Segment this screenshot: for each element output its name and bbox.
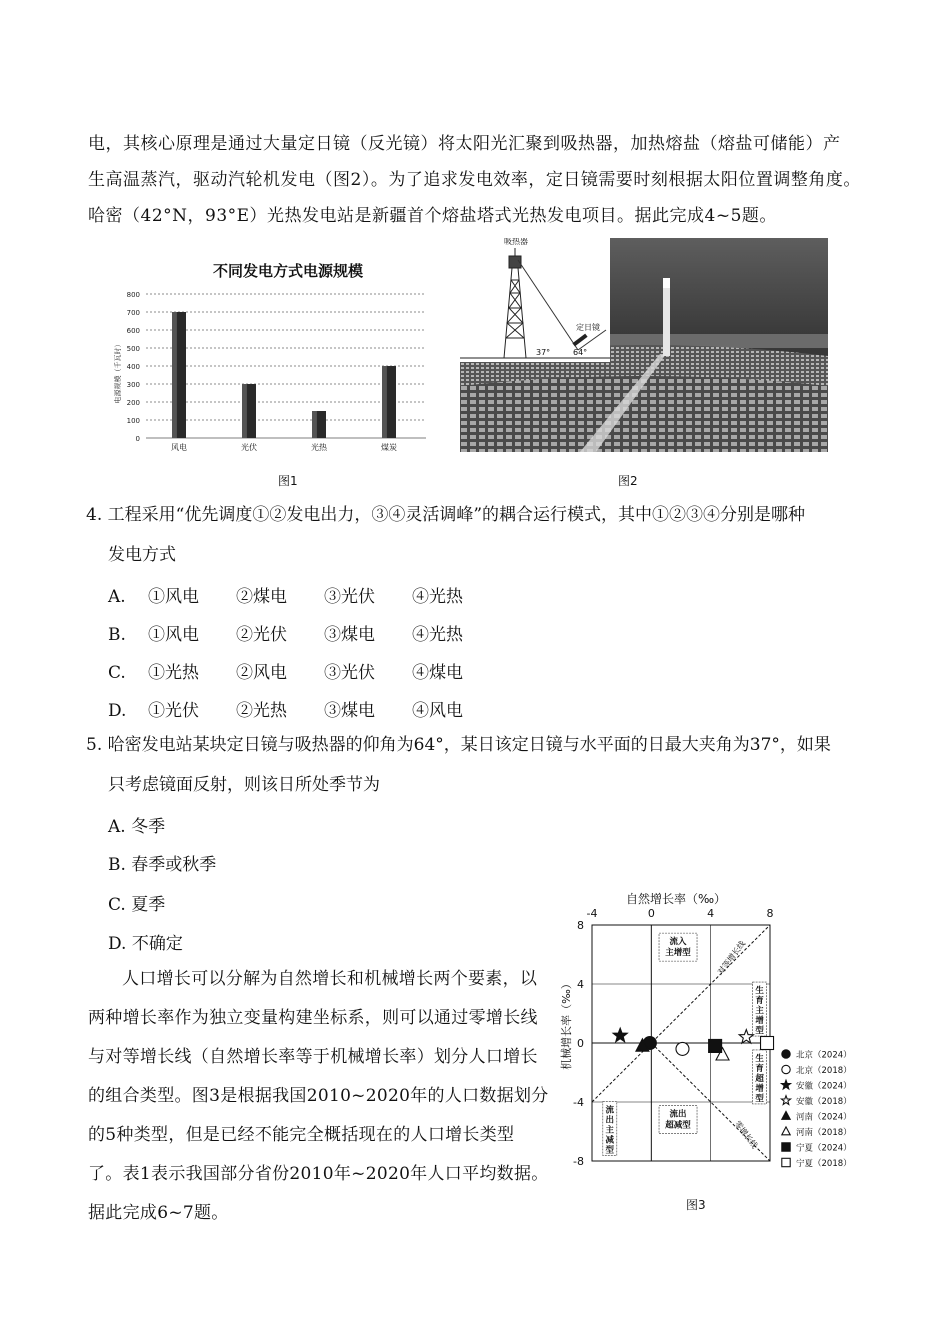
y-tick-label: 0	[577, 1037, 584, 1050]
x-tick-label: 0	[647, 907, 655, 920]
question-4-option-d[interactable]: D. ①光伏 ②光热 ③煤电 ④风电	[108, 701, 463, 721]
svg-text:增: 增	[755, 1016, 764, 1027]
y-tick-label: 700	[126, 309, 140, 317]
svg-text:主: 主	[755, 1006, 764, 1017]
label-heliostat: 定日镜	[576, 323, 600, 332]
data-point-7	[709, 1039, 722, 1052]
legend-label-1: 北京（2024）	[796, 1050, 852, 1061]
figure-3-caption: 图3	[686, 1198, 706, 1212]
data-point-3	[613, 1028, 627, 1042]
legend-marker-2	[782, 1065, 790, 1073]
y-tick-label: 100	[126, 417, 140, 425]
legend-marker-5	[782, 1111, 790, 1119]
y-axis-label: 电源规模（千瓦时）	[114, 340, 122, 404]
question-4-stem-line-2: 发电方式	[108, 545, 176, 565]
legend-label-8: 宁夏（2018）	[796, 1159, 852, 1169]
y-tick-label: 4	[577, 978, 584, 991]
equal-growth-line-label: 对等增长线	[715, 939, 748, 977]
svg-text:出: 出	[605, 1115, 615, 1126]
svg-text:生: 生	[755, 986, 764, 997]
bar-highlight	[312, 411, 317, 438]
passage-line-3: 与对等增长线（自然增长率等于机械增长率）划分人口增长	[88, 1047, 538, 1067]
question-5-stem-line-1: 5. 哈密发电站某块定日镜与吸热器的仰角为64°，某日该定日镜与水平面的日最大夹角为37°，如果	[86, 735, 831, 755]
category-label: 煤炭	[381, 443, 397, 452]
figure-3-population-growth-chart	[556, 884, 886, 1184]
legend-label-4: 安徽（2018）	[796, 1097, 852, 1107]
question-4-option-c[interactable]: C. ①光热 ②风电 ③光伏 ④煤电	[108, 663, 463, 683]
intro-line-2: 生高温蒸汽，驱动汽轮机发电（图2）。为了追求发电效率，定日镜需要时刻根据太阳位置调整角度。	[88, 170, 861, 190]
svg-text:超减型: 超减型	[665, 1120, 691, 1131]
data-point-8	[761, 1037, 774, 1050]
y-tick-label: -8	[573, 1155, 584, 1168]
intro-line-3: 哈密（42°N，93°E）光热发电站是新疆首个熔盐塔式光热发电项目。据此完成4~5题。	[88, 206, 777, 226]
passage-line-6: 了。表1表示我国部分省份2010年~2020年人口平均数据。	[88, 1164, 549, 1184]
chart-title: 不同发电方式电源规模	[212, 262, 364, 280]
question-5-option-a[interactable]: A. 冬季	[108, 817, 166, 837]
legend-marker-3	[781, 1080, 790, 1089]
svg-text:增: 增	[755, 1083, 764, 1094]
passage-line-2: 两种增长率作为独立变量构建坐标系，则可以通过零增长线	[88, 1008, 538, 1028]
intro-line-1: 电，其核心原理是通过大量定日镜（反光镜）将太阳光汇聚到吸热器，加热熔盐（熔盐可储能）产	[88, 134, 841, 154]
legend-marker-1	[782, 1050, 790, 1058]
bar-highlight	[382, 366, 387, 438]
angle-64-label: 64°	[573, 348, 588, 357]
region-label-5	[603, 1102, 617, 1156]
question-5-option-d[interactable]: D. 不确定	[108, 934, 183, 954]
region-label-3	[753, 1050, 767, 1104]
svg-text:型: 型	[605, 1145, 615, 1156]
y-axis-label: 机械增长率（‰）	[560, 978, 573, 1070]
intro-paragraph	[88, 126, 868, 234]
region-label-2	[753, 982, 767, 1036]
legend-label-5: 河南（2024）	[796, 1112, 852, 1123]
passage-line-1: 人口增长可以分解为自然增长和机械增长两个要素，以	[122, 969, 538, 989]
receiver-tower	[663, 278, 670, 356]
y-tick-label: -4	[573, 1096, 584, 1109]
question-5-option-c[interactable]: C. 夏季	[108, 895, 166, 915]
svg-text:主增型: 主增型	[665, 948, 691, 959]
svg-text:流出: 流出	[669, 1109, 687, 1120]
data-point-2	[676, 1042, 689, 1055]
x-tick-label: 4	[707, 907, 715, 920]
svg-text:型: 型	[755, 1093, 764, 1104]
svg-text:生: 生	[755, 1053, 764, 1064]
svg-text:育: 育	[755, 1063, 764, 1074]
y-tick-label: 800	[126, 291, 140, 299]
legend-label-3: 安徽（2024）	[796, 1081, 852, 1092]
legend-marker-4	[781, 1096, 790, 1105]
figure-2-caption: 图2	[618, 474, 638, 488]
svg-text:主: 主	[605, 1125, 615, 1136]
bar-highlight	[172, 312, 177, 438]
figure-2-solar-tower-photo	[460, 238, 828, 452]
figure-1-caption: 图1	[278, 474, 298, 488]
region-label-4	[659, 1106, 697, 1134]
svg-text:流: 流	[605, 1105, 615, 1116]
region-label-1	[659, 933, 697, 961]
passage-line-7: 据此完成6~7题。	[88, 1203, 229, 1223]
category-label: 风电	[171, 443, 187, 452]
svg-text:流入: 流入	[669, 937, 687, 948]
legend-marker-7	[782, 1143, 790, 1151]
data-point-4	[739, 1030, 753, 1044]
x-axis-label: 自然增长率（‰）	[625, 892, 727, 906]
y-tick-label: 500	[126, 345, 140, 353]
passage-6-7	[88, 960, 558, 1233]
x-tick-label: -4	[586, 907, 598, 920]
legend-marker-8	[782, 1158, 790, 1166]
label-absorber: 吸热器	[504, 238, 528, 246]
legend-label-6: 河南（2018）	[796, 1128, 852, 1138]
question-4-option-a[interactable]: A. ①风电 ②煤电 ③光伏 ④光热	[108, 587, 463, 607]
bar-highlight	[242, 384, 247, 438]
heliostat-field-near	[460, 376, 828, 452]
question-5-stem-line-2: 只考虑镜面反射，则该日所处季节为	[108, 775, 380, 795]
y-tick-label: 8	[577, 919, 584, 932]
svg-text:育: 育	[755, 996, 764, 1007]
passage-line-5: 的5种类型，但是已经不能完全概括现在的人口增长类型	[88, 1125, 515, 1145]
legend-label-7: 宁夏（2024）	[796, 1143, 852, 1154]
svg-text:减: 减	[605, 1135, 615, 1146]
question-5-option-b[interactable]: B. 春季或秋季	[108, 855, 217, 875]
y-tick-label: 0	[135, 435, 140, 443]
legend-label-2: 北京（2018）	[796, 1066, 852, 1076]
y-tick-label: 200	[126, 399, 140, 407]
legend-marker-6	[782, 1127, 790, 1135]
y-tick-label: 600	[126, 327, 140, 335]
zero-growth-line-label: 零增长线	[732, 1119, 760, 1151]
svg-text:超: 超	[755, 1073, 764, 1084]
y-tick-label: 400	[126, 363, 140, 371]
y-tick-label: 300	[126, 381, 140, 389]
passage-line-4: 的组合类型。图3是根据我国2010~2020年的人口数据划分	[88, 1086, 549, 1106]
figure-1-bar-chart	[108, 252, 438, 462]
svg-text:型: 型	[755, 1026, 764, 1037]
question-4-stem-line-1: 4. 工程采用“优先调度①②发电出力，③④灵活调峰”的耦合运行模式，其中①②③④分别是哪种	[86, 505, 806, 525]
category-label: 光热	[311, 443, 327, 452]
x-tick-label: 8	[766, 907, 774, 920]
angle-37-label: 37°	[536, 348, 551, 357]
category-label: 光伏	[241, 443, 257, 452]
question-4-option-b[interactable]: B. ①风电 ②光伏 ③煤电 ④光热	[108, 625, 463, 645]
